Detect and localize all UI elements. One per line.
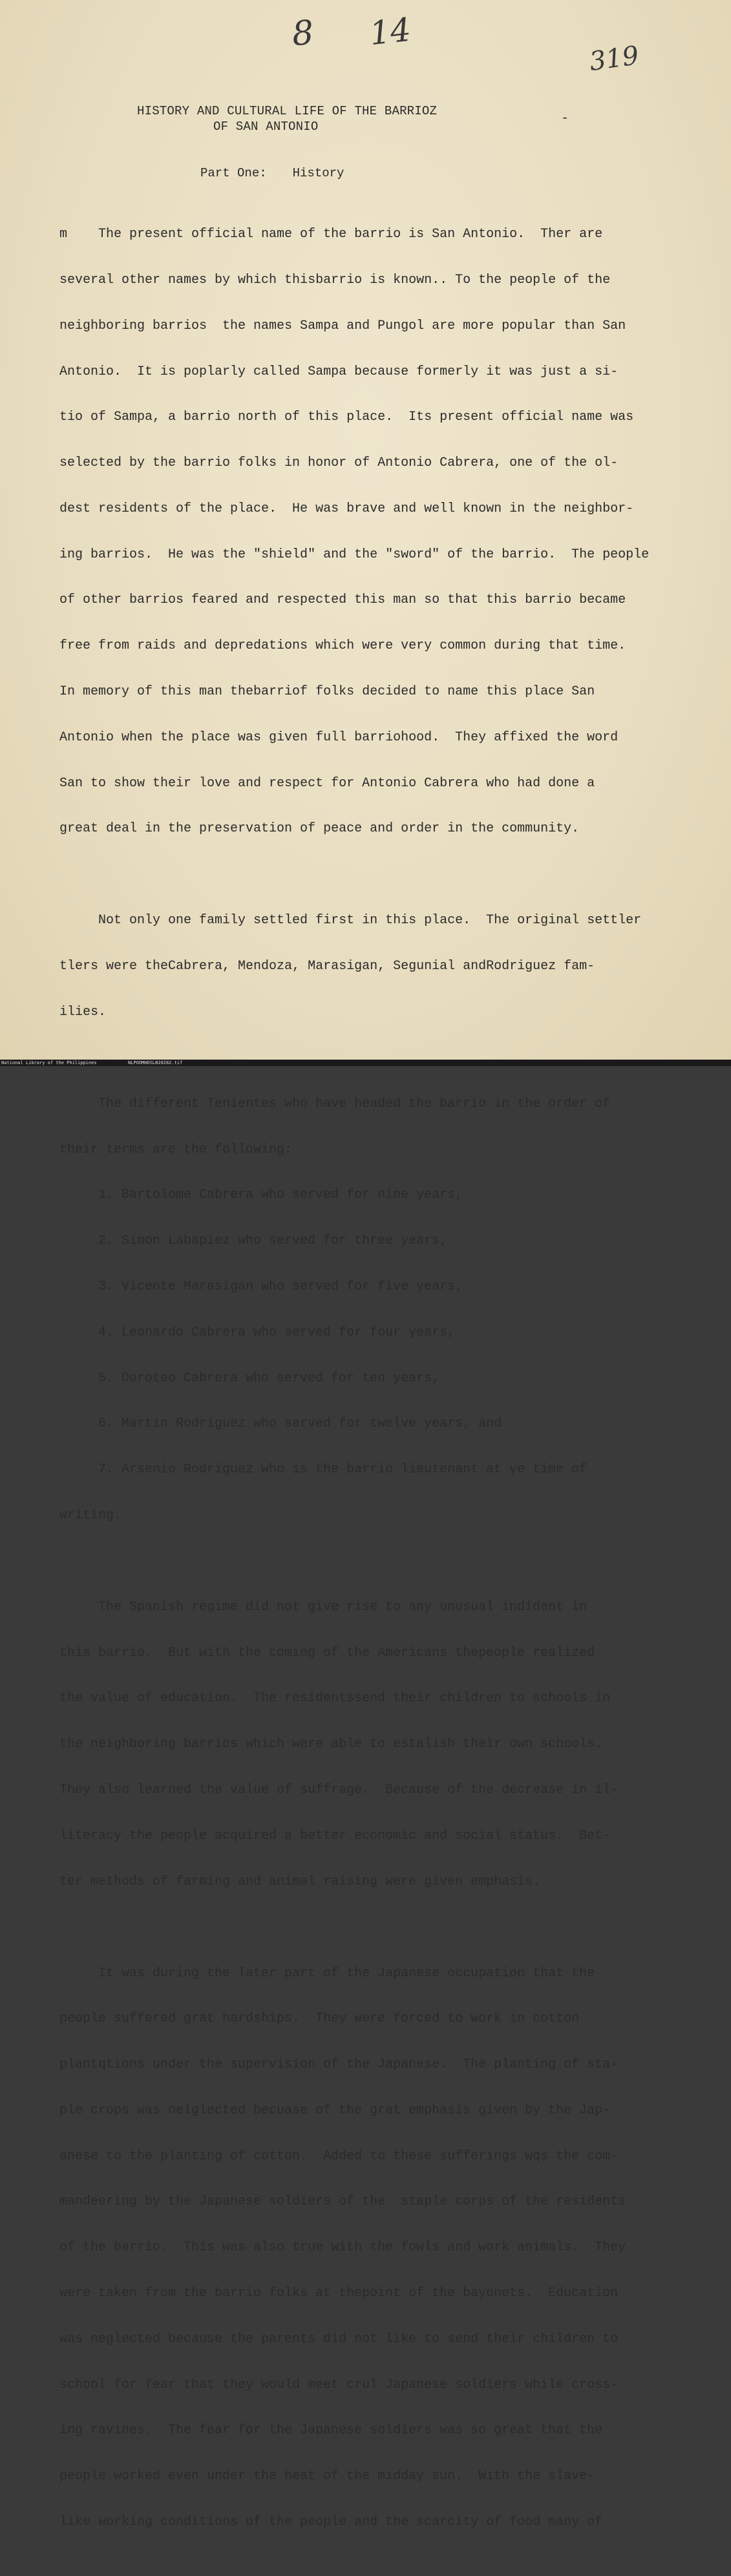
text-line: ilies.	[59, 1004, 107, 1020]
text-line: the neighboring barrios which were able to estalish their own schools.	[59, 1737, 603, 1752]
scan-footer	[0, 1060, 731, 1066]
handwritten-mark-left: 8	[290, 13, 315, 54]
tenientes-list	[59, 1066, 667, 1554]
text-line: ing barrios. He was the "shield" and the "sword" of the barrio. The people	[59, 547, 650, 562]
text-line: people worked even under the heat of the midday sun. With the slave-	[59, 2469, 595, 2484]
handwritten-mark-mid: 14	[368, 10, 413, 53]
text-line: people suffered grat hardships. They were forced to work in cotton	[59, 2011, 580, 2027]
text-line: the value of education. The residentssend their children to schools in	[59, 1691, 611, 1706]
text-line: literacy the people acquired a better economic and social status. Bet-	[59, 1828, 611, 1843]
text-line: were taken from the barrio folks at thepoint of the bayonets. Education	[59, 2285, 619, 2301]
list-item: 5. Doroteo Cabrera who served for ten years,	[98, 1370, 440, 1386]
paragraph-2	[59, 883, 667, 1051]
list-item: 4. Leonardo Cabrera who served for four years,	[98, 1325, 456, 1340]
text-line: They also learned the value of suffrage. Because of the decrease in il-	[59, 1782, 619, 1797]
text-line: this barrio. But with the coming of the Americans thepeople realized	[59, 1645, 595, 1660]
text-line: dest residents of the place. He was brave and well known in the neighbor-	[59, 501, 634, 516]
text-line: ing ravines. The fear for the Japanese soldiers was so great that the	[59, 2423, 603, 2438]
part-name: History	[292, 166, 344, 180]
list-item: 3. Vicente Marasigan who served for five years,	[98, 1279, 463, 1294]
text-line: free from raids and depredations which were very common during that time.	[59, 638, 626, 654]
text-line: selected by the barrio folks in honor of Antonio Cabrera, one of the ol-	[59, 456, 619, 471]
part-label: Part One:	[200, 166, 267, 180]
text-line: of other barrios feared and respected this man so that this barrio became	[59, 592, 626, 608]
text-line: writing.	[59, 1507, 122, 1523]
list-item: 2. Simon Labapiez who served for three years,	[98, 1233, 448, 1249]
text-line: The Spanish regime did not give rise to any unusual indident in	[59, 1599, 588, 1615]
title-line-1: HISTORY AND CULTURAL LIFE OF THE BARRIOZ	[137, 104, 438, 118]
text-line: like working conditions of the people and the scarcity of food many of	[59, 2514, 603, 2529]
handwritten-page-number: 319	[588, 40, 641, 78]
stray-dash: -	[561, 111, 569, 126]
text-line: In memory of this man thebarriof folks decided to name this place San	[59, 684, 595, 699]
document-title	[137, 103, 437, 134]
text-line: of the barrio. This was also true with the fowls and work animals. They	[59, 2240, 626, 2256]
text-line: m The present official name of the barrio is San Antonio. Ther are	[59, 227, 603, 242]
text-line: anese to the planting of cotton. Added to these sufferings wqs the com-	[59, 2148, 619, 2164]
text-line: plantqtions under the supervision of the Japanese. The planting of sta-	[59, 2057, 619, 2073]
text-line: Not only one family settled first in this place. The original settler	[59, 913, 642, 928]
text-line: several other names by which thisbarrio is known.. To the people of the	[59, 272, 611, 288]
text-line: neighboring barrios the names Sampa and Pungol are more popular than San	[59, 318, 626, 333]
document-body	[59, 196, 667, 2576]
text-line: mandeering by the Japanese soldiers of the staple corps of the residents	[59, 2194, 626, 2210]
text-line: great deal in the preservation of peace and order in the community.	[59, 821, 580, 837]
paragraph-1	[59, 196, 667, 867]
list-item: 1. Bartolome Cabrera who served for nine years,	[98, 1188, 463, 1203]
text-line: The different Tenientes who have headed the barrio in the order of	[59, 1096, 611, 1111]
paragraph-4	[59, 1935, 667, 2560]
footer-source: National Library of the Philippines	[1, 1060, 97, 1065]
paragraph-3	[59, 1569, 667, 1920]
text-line: San to show their love and respect for Antonio Cabrera who had done a	[59, 775, 595, 791]
list-item: 6. Martin Rodriguez who served for twelve years, and	[98, 1416, 502, 1432]
text-line: their terms are the following:	[59, 1142, 293, 1157]
part-heading	[200, 166, 344, 180]
footer-filename: NLPOOMHDSLB28282.tif	[128, 1060, 183, 1065]
text-line: It was during the later part of the Japanese occupation that the	[59, 1965, 595, 1981]
title-line-2: OF SAN ANTONIO	[213, 120, 319, 134]
text-line: Antonio when the place was given full barriohood. They affixed the word	[59, 729, 619, 745]
text-line: tlers were theCabrera, Mendoza, Marasigan, Segunial andRodriguez fam-	[59, 959, 595, 974]
text-line: tio of Sampa, a barrio north of this place. Its present official name was	[59, 410, 634, 425]
list-item: 7. Arsenio Rodriguez who is the barrio lieutenant at ye time of	[98, 1462, 588, 1478]
text-line: ple crops was nelglected becuase of the grat emphasis given by the Jap-	[59, 2102, 611, 2118]
text-line: ter methods of farming and animal raising were given emphasis.	[59, 1874, 541, 1889]
text-line: was neglected because the parents did not like to send their children to	[59, 2331, 619, 2347]
text-line: school for fear that they would meet crul Japanese soldiers while cross-	[59, 2377, 619, 2393]
text-line: Antonio. It is poplarly called Sampa because formerly it was just a si-	[59, 364, 619, 379]
